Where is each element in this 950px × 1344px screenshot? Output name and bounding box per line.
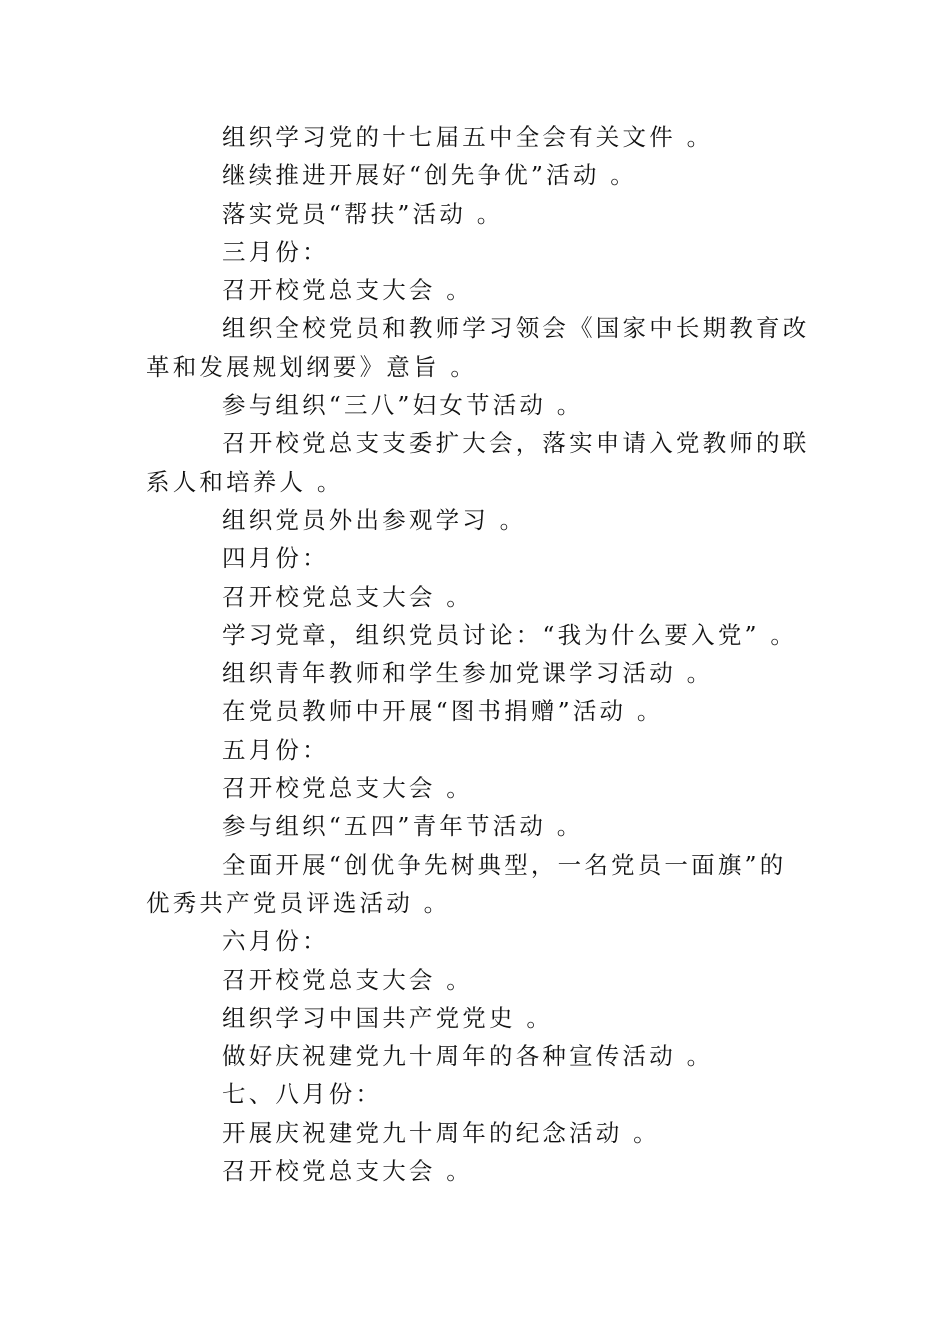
paragraph: 召开校党总支大会 。 [222,276,473,305]
document-body [146,118,811,1190]
paragraph: 召开校党总支大会 。 [222,582,473,611]
paragraph: 召开校党总支大会 。 [222,1157,473,1186]
paragraph: 学习党章，组织党员讨论：“我为什么要入党” 。 [222,620,798,649]
paragraph: 做好庆祝建党九十周年的各种宣传活动 。 [222,1042,714,1071]
paragraph: 组织党员外出参观学习 。 [222,505,527,534]
paragraph: 召开校党总支大会 。 [222,965,473,994]
paragraph: 在党员教师中开展“图书捐赠”活动 。 [222,697,664,726]
paragraph: 组织学习中国共产党党史 。 [222,1003,554,1032]
paragraph: 全面开展“创优争先树典型，一名党员一面旗”的优秀共产党员评选活动 。 [146,850,787,917]
paragraph: 召开校党总支大会 。 [222,774,473,803]
paragraph: 组织全校党员和教师学习领会《国家中长期教育改革和发展规划纲要》意旨 。 [146,314,810,381]
paragraph: 召开校党总支支委扩大会，落实申请入党教师的联系人和培养人 。 [146,429,810,496]
paragraph: 参与组织“五四”青年节活动 。 [222,812,584,841]
section-heading-march: 三月份： [222,237,329,266]
paragraph: 开展庆祝建党九十周年的纪念活动 。 [222,1118,660,1147]
paragraph: 组织学习党的十七届五中全会有关文件 。 [222,123,714,151]
section-heading-july-august: 七、八月份： [222,1080,383,1109]
section-heading-april: 四月份： [222,544,329,573]
paragraph: 落实党员“帮扶”活动 。 [222,199,504,228]
paragraph: 继续推进开展好“创先争优”活动 。 [222,161,637,190]
paragraph: 参与组织“三八”妇女节活动 。 [222,391,584,420]
paragraph: 组织青年教师和学生参加党课学习活动 。 [222,659,714,688]
section-heading-june: 六月份： [222,927,329,956]
section-heading-may: 五月份： [222,735,329,764]
